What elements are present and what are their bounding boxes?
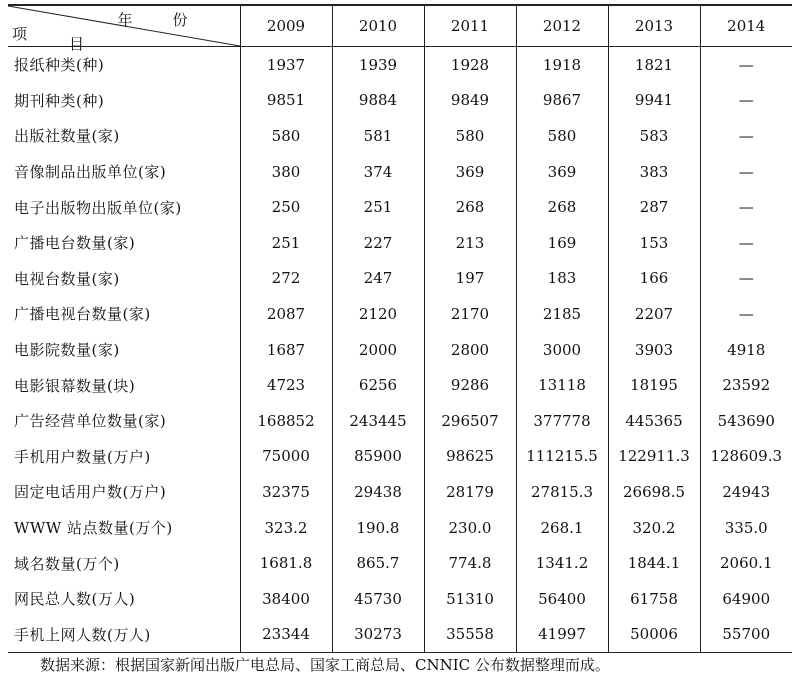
- table-row: [8, 189, 792, 225]
- table-cell: 3000: [516, 332, 608, 368]
- table-cell: 45730: [332, 581, 424, 617]
- table-cell: 2087: [240, 296, 332, 332]
- table-cell: 268: [424, 189, 516, 225]
- year-header: 2010: [332, 5, 424, 47]
- table-cell: 4723: [240, 367, 332, 403]
- table-cell: 268: [516, 189, 608, 225]
- table-cell: 9884: [332, 83, 424, 119]
- table-cell: 122911.3: [608, 439, 700, 475]
- table-cell: 445365: [608, 403, 700, 439]
- table-cell: 1681.8: [240, 545, 332, 581]
- table-cell: 583: [608, 118, 700, 154]
- table-cell: 581: [332, 118, 424, 154]
- year-header: 2012: [516, 5, 608, 47]
- table-cell: 774.8: [424, 545, 516, 581]
- table-cell: 320.2: [608, 510, 700, 546]
- year-header: 2009: [240, 5, 332, 47]
- table-cell: 9286: [424, 367, 516, 403]
- table-row: [8, 581, 792, 617]
- table-cell: 580: [240, 118, 332, 154]
- table-cell: 247: [332, 261, 424, 297]
- table-row: [8, 510, 792, 546]
- table-cell: 35558: [424, 617, 516, 653]
- table-row: [8, 118, 792, 154]
- row-label: 广播电台数量(家): [14, 234, 136, 253]
- table-row: [8, 403, 792, 439]
- table-cell: 1918: [516, 47, 608, 83]
- table-cell: 251: [332, 189, 424, 225]
- table-cell: 243445: [332, 403, 424, 439]
- table-cell: 369: [516, 154, 608, 190]
- table-cell: —: [700, 118, 792, 154]
- table-cell: 27815.3: [516, 474, 608, 510]
- source-note: 数据来源：根据国家新闻出版广电总局、国家工商总局、CNNIC 公布数据整理而成。: [40, 656, 610, 674]
- table-cell: 28179: [424, 474, 516, 510]
- row-label: 手机上网人数(万人): [8, 617, 240, 653]
- table-cell: 26698.5: [608, 474, 700, 510]
- year-header: 2013: [608, 5, 700, 47]
- row-label: 固定电话用户数(万户): [14, 483, 167, 502]
- table-cell: —: [700, 47, 792, 83]
- table-cell: 580: [516, 118, 608, 154]
- table-cell: 2800: [424, 332, 516, 368]
- table-cell: 197: [424, 261, 516, 297]
- row-label: 电视台数量(家): [14, 269, 120, 288]
- table-cell: —: [700, 225, 792, 261]
- table-cell: 2060.1: [700, 545, 792, 581]
- row-label: WWW 站点数量(万个): [14, 519, 173, 538]
- table-cell: 51310: [424, 581, 516, 617]
- table-cell: 1928: [424, 47, 516, 83]
- table-row: [8, 367, 792, 403]
- year-header: 2014: [700, 5, 792, 47]
- table-row: [8, 225, 792, 261]
- corner-item-label: 项目: [12, 25, 85, 53]
- row-label: 手机用户数量(万户): [14, 447, 151, 466]
- table-cell: 9867: [516, 83, 608, 119]
- table-cell: 296507: [424, 403, 516, 439]
- row-label: 广播电视台数量(家): [14, 305, 151, 324]
- table-cell: 272: [240, 261, 332, 297]
- table-cell: 335.0: [700, 510, 792, 546]
- table-cell: 85900: [332, 439, 424, 475]
- table-cell: 111215.5: [516, 439, 608, 475]
- table-cell: 251: [240, 225, 332, 261]
- table-row: [8, 474, 792, 510]
- row-label: 报纸种类(种): [14, 56, 105, 75]
- table-cell: 23344: [240, 617, 332, 653]
- table-cell: 250: [240, 189, 332, 225]
- table-row: [8, 83, 792, 119]
- table-cell: 227: [332, 225, 424, 261]
- table-cell: 128609.3: [700, 439, 792, 475]
- row-label: 出版社数量(家): [14, 127, 120, 146]
- table-cell: 55700: [700, 617, 792, 653]
- table-cell: 374: [332, 154, 424, 190]
- table-cell: 2170: [424, 296, 516, 332]
- table-row: [8, 545, 792, 581]
- table-cell: 56400: [516, 581, 608, 617]
- table-cell: —: [700, 83, 792, 119]
- header-row: [8, 5, 792, 47]
- table-cell: 383: [608, 154, 700, 190]
- table-cell: 380: [240, 154, 332, 190]
- table-cell: 50006: [608, 617, 700, 653]
- table-cell: 865.7: [332, 545, 424, 581]
- table-row: [8, 296, 792, 332]
- table-cell: 9941: [608, 83, 700, 119]
- table-cell: —: [700, 261, 792, 297]
- table-cell: 3903: [608, 332, 700, 368]
- table-cell: —: [700, 154, 792, 190]
- table-cell: —: [700, 189, 792, 225]
- corner-header-cell: [8, 5, 240, 53]
- row-label: 广告经营单位数量(家): [14, 412, 167, 431]
- table-row: [8, 261, 792, 297]
- table-cell: 580: [424, 118, 516, 154]
- table-cell: 64900: [700, 581, 792, 617]
- table-cell: 166: [608, 261, 700, 297]
- table-cell: 38400: [240, 581, 332, 617]
- row-label: 电影银幕数量(块): [14, 376, 136, 395]
- table-cell: 61758: [608, 581, 700, 617]
- row-label: 期刊种类(种): [14, 91, 105, 110]
- table-row: [8, 439, 792, 475]
- table-cell: —: [700, 296, 792, 332]
- table-cell: 1687: [240, 332, 332, 368]
- table-cell: 377778: [516, 403, 608, 439]
- table-cell: 32375: [240, 474, 332, 510]
- statistics-table: [8, 4, 792, 653]
- row-label: 网民总人数(万人): [14, 590, 136, 609]
- table-row: [8, 617, 792, 653]
- row-label: 电子出版物出版单位(家): [14, 198, 182, 217]
- table-cell: 230.0: [424, 510, 516, 546]
- table-cell: 75000: [240, 439, 332, 475]
- table-cell: 41997: [516, 617, 608, 653]
- table-cell: 1937: [240, 47, 332, 83]
- row-label: 音像制品出版单位(家): [14, 163, 167, 182]
- table-cell: 18195: [608, 367, 700, 403]
- row-label: 域名数量(万个): [14, 554, 120, 573]
- year-header: 2011: [424, 5, 516, 47]
- table-cell: 168852: [240, 403, 332, 439]
- table-cell: 9849: [424, 83, 516, 119]
- table-cell: 1939: [332, 47, 424, 83]
- table-cell: 369: [424, 154, 516, 190]
- table-cell: 1844.1: [608, 545, 700, 581]
- row-label: 电影院数量(家): [14, 341, 120, 360]
- table-cell: 30273: [332, 617, 424, 653]
- table-cell: 4918: [700, 332, 792, 368]
- table-cell: 268.1: [516, 510, 608, 546]
- table-cell: 2000: [332, 332, 424, 368]
- table-row: [8, 154, 792, 190]
- table-cell: 24943: [700, 474, 792, 510]
- table-cell: 1821: [608, 47, 700, 83]
- table-cell: 323.2: [240, 510, 332, 546]
- table-cell: 287: [608, 189, 700, 225]
- table-cell: 2185: [516, 296, 608, 332]
- table-cell: 13118: [516, 367, 608, 403]
- table-body: [8, 47, 792, 653]
- corner-year-label: 年份: [117, 11, 228, 29]
- table-cell: 183: [516, 261, 608, 297]
- table-cell: 169: [516, 225, 608, 261]
- table-cell: 9851: [240, 83, 332, 119]
- table-cell: 213: [424, 225, 516, 261]
- table-cell: 23592: [700, 367, 792, 403]
- table-row: [8, 332, 792, 368]
- table-row: [8, 47, 792, 83]
- table-cell: 543690: [700, 403, 792, 439]
- table-cell: 190.8: [332, 510, 424, 546]
- table-cell: 98625: [424, 439, 516, 475]
- table-cell: 29438: [332, 474, 424, 510]
- table-cell: 2120: [332, 296, 424, 332]
- table-cell: 6256: [332, 367, 424, 403]
- table-cell: 1341.2: [516, 545, 608, 581]
- table-cell: 2207: [608, 296, 700, 332]
- table-cell: 153: [608, 225, 700, 261]
